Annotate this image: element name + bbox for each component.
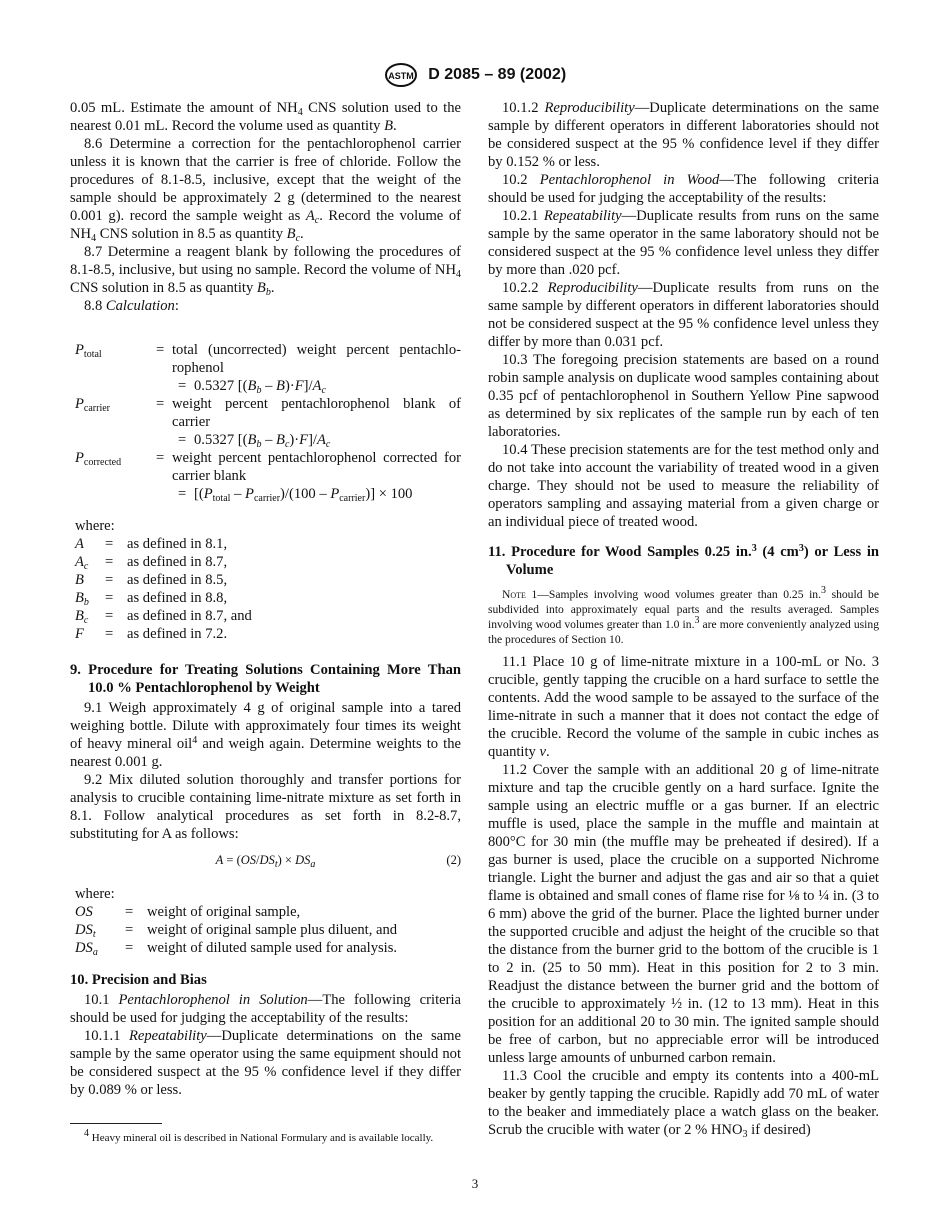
astm-logo-icon xyxy=(384,62,418,88)
definition-row: OS = weight of original sample, xyxy=(75,904,301,920)
paragraph-10-2: 10.2 Pentachlorophenol in Wood—The following criteria should be used for judging the acceptability of the results: xyxy=(488,172,879,206)
paragraph-10-2-1: 10.2.1 Repeatability—Duplicate results from runs on the same sample by the same operator in the same laboratory should not be considered suspect at the 95 % confidence level unless they differ by more than .020 pcf. xyxy=(488,208,879,278)
equation-p-carrier-formula: = 0.5327 $[(B_b - B_c)\cdot F]/A_c$ xyxy=(178,432,331,450)
section-10-heading: 10. Precision and Bias xyxy=(70,972,207,988)
definition-row: F = as defined in 7.2. xyxy=(75,626,228,642)
definitions-list-2: where: OS = weight of original sample, $DS_t$ = weight of original sample plus diluent, and $DS_a$ = weight of diluted sample used for analysis. xyxy=(70,885,461,957)
paragraph-11-1: 11.1 Place 10 g of lime-nitrate mixture in a 100-mL or No. 3 crucible, gently tapping the crucible on a hard surface to settle the contents. Add the wood sample to be assayed to the surface of the lime-nitrate in such a manner that it does not contact the edge of the crucible. Record the volume of the sample in cubic inches as quantity v. xyxy=(488,654,879,760)
section-9-heading: 9. Procedure for Treating Solutions Containing More Than 10.0 % Pentachlorophenol by Weight xyxy=(70,662,461,696)
equation-p-total: $P_{total}$ = total (uncorrected) weight percent pentachlo-rophenol xyxy=(75,342,461,376)
page-number: 3 xyxy=(471,1176,479,1191)
equation-p-corrected-formula: = $[(P_{total} - P_{carrier})/(100 - P_{carrier})] \times 100$ xyxy=(178,486,413,504)
definition-row: $A_c$ = as defined in 8.7, xyxy=(75,554,228,572)
paragraph-10-3: 10.3 The foregoing precision statements are based on a round robin sample analysis on duplicate wood samples containing about 0.35 pcf of pentachlorophenol in Southern Yellow Pine sapwood as determined by six replicates of the sample run by each of ten laboratories. xyxy=(488,352,879,440)
paragraph-9-1: 9.1 Weigh approximately 4 g of original sample into a tared weighing bottle. Dilute with approximately four times its weight of heavy mineral oil$^4$ and weigh again. Determine weights to the nearest 0.001 g. xyxy=(70,700,461,770)
paragraph-10-4: 10.4 These precision statements are for the test method only and do not take into account the variability of treated wood in a given charge. They should not be used to measure the reliability of operators sampling and assaying material from a given charge or an individual piece of treated wood. xyxy=(488,442,879,530)
footnote-4: $^4$ Heavy mineral oil is described in National Formulary and is available locally. xyxy=(84,1128,434,1144)
paragraph-10-2-2: 10.2.2 Reproducibility—Duplicate results from runs on the same sample by different operators in different laboratories should not be considered suspect at the 95 % confidence level unless they differ by more than 0.031 pcf. xyxy=(488,280,879,350)
note-1: Note 1—Samples involving wood volumes greater than 0.25 in.$^3$ should be subdivided into approximately equal parts and the results averaged. Samples involving wood volumes greater than 1.0 in.$^3$ are more conveniently analyzed using the procedures of Section 10. xyxy=(488,585,879,646)
left-column xyxy=(70,99,461,1099)
paragraph-10-1: 10.1 Pentachlorophenol in Solution—The following criteria should be used for judging the acceptability of the results: xyxy=(70,992,461,1026)
equation-number: (2) xyxy=(446,853,461,867)
equation-p-total-formula: = 0.5327 $[(B_b - B)\cdot F]/A_c$ xyxy=(178,378,326,396)
paragraph-8-6: 8.6 Determine a correction for the pentachlorophenol carrier unless it is known that the carrier is free of chloride. Follow the procedures of 8.1-8.5, inclusive, except that the weight of the sample should be approximately 2 g (determined to the nearest 0.001 g). record the sample weight as $A_c$. Record the volume of $NH_4$ CNS solution in 8.5 as quantity $B_c$. xyxy=(70,136,461,244)
paragraph-11-2: 11.2 Cover the sample with an additional 20 g of lime-nitrate mixture and tap the crucible gently on a hard surface. Ignite the sample using an electric muffle or a gas burner. If an electric muffle is used, place the sample in the muffle and maintain at 800°C for 30 min (the muffle may be preheated if desired). If a gas burner is used, place the crucible on a supported Nichrome triangle. Light the burner and adjust the gas and air so that a quiet flame is obtained and small cones of flame rise for ⅛ to ¼ in. (3 to 6 mm) above the grid of the burner. Place the lighted burner under the supported crucible and adjust the height of the crucible so that the distance from the burner grid to the bottom of the crucible is 1 to 2 in. (25 to 50 mm). Heat in this position for 2 to 3 min. Readjust the distance between the burner grid and the bottom of the crucible to approximately ½ in. (12 to 13 mm). Heat in this position for an additional 20 to 30 min. The ignited sample should be free of carbon, but no appreciable error will be introduced unless large amounts of unburned carbon remain. xyxy=(488,762,879,1066)
definition-row: $B_b$ = as defined in 8.8, xyxy=(75,590,228,608)
page-header xyxy=(0,62,950,88)
paragraph-10-1-1: 10.1.1 Repeatability—Duplicate determinations on the same sample by the same operator using the same equipment should not be considered suspect at the 95 % confidence level if they differ by 0.089 % or less. xyxy=(70,1028,461,1098)
definition-row: $B_c$ = as defined in 8.7, and xyxy=(75,608,252,626)
definitions-list: where: A = as defined in 8.1, $A_c$ = as defined in 8.7, B = as defined in 8.5, $B_b$ = as defined in 8.8, $B_c$ = as defined in 8.7, and F = as defined in 7.2. xyxy=(70,517,461,643)
definition-row: B = as defined in 8.5, xyxy=(75,572,228,588)
paragraph-8-5-end: 0.05 mL. Estimate the amount of $NH_4$ CNS solution used to the nearest 0.01 mL. Record the volume used as quantity B. xyxy=(70,100,461,134)
equation-p-corrected: $P_{corrected}$ = weight percent pentachlorophenol corrected for carrier blank xyxy=(75,450,461,484)
paragraph-9-2: 9.2 Mix diluted solution thoroughly and transfer portions for analysis to crucible containing lime-nitrate mixture as set forth in 8.1. Follow analytical procedures as set forth in 8.2-8.7, substituting for A as follows: xyxy=(70,772,461,842)
definition-row: $DS_t$ = weight of original sample plus diluent, and xyxy=(75,922,398,940)
paragraph-8-7: 8.7 Determine a reagent blank by following the procedures of 8.1-8.5, inclusive, but using no sample. Record the volume of $NH_4$ CNS solution in 8.5 as quantity $B_b$. xyxy=(70,244,461,298)
right-column xyxy=(488,99,879,1139)
definition-row: $DS_a$ = weight of diluted sample used for analysis. xyxy=(75,940,398,958)
calculation-equations xyxy=(70,341,461,503)
footnote-rule xyxy=(70,1123,162,1124)
equation-p-carrier: $P_{carrier}$ = weight percent pentachlorophenol blank of carrier xyxy=(75,396,461,430)
definition-row: A = as defined in 8.1, xyxy=(75,536,228,552)
paragraph-11-3: 11.3 Cool the crucible and empty its contents into a 400-mL beaker by gently tapping the crucible. Rapidly add 70 mL of water to the beaker and immediately place a watch glass on the beaker. Scrub the crucible with water (or 2 % $HNO_3$ if desired) xyxy=(488,1068,879,1140)
section-11-heading: 11. Procedure for Wood Samples 0.25 in.$^3$ (4 $cm^3$) or Less in Volume xyxy=(488,543,879,578)
svg-text:ASTM: ASTM xyxy=(388,71,414,81)
paragraph-10-1-2: 10.1.2 Reproducibility—Duplicate determinations on the same sample by different operators in different laboratories should not be considered suspect at the 95 % confidence level if they differ by 0.152 % or less. xyxy=(488,100,879,170)
paragraph-8-8: 8.8 Calculation: xyxy=(84,298,179,314)
document-designation: D 2085 – 89 (2002) xyxy=(428,66,567,83)
equation-2: $A = (OS/DS_t) \times DS_a$ (2) xyxy=(215,853,461,870)
